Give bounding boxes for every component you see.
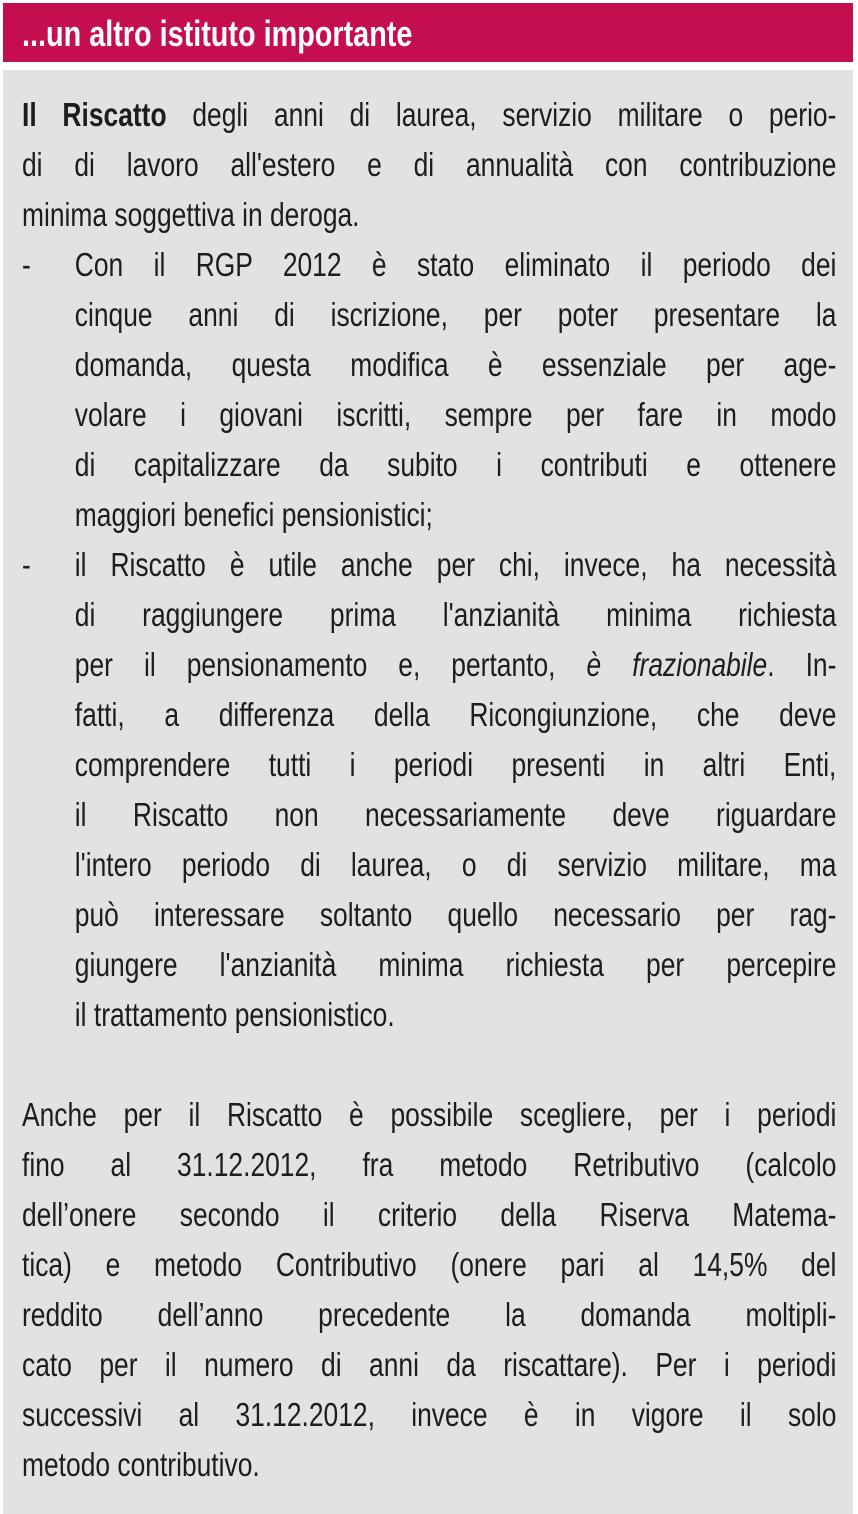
- text-line: di raggiungere prima l'anzianità minima richiesta: [74, 596, 837, 633]
- text-line: metodo contributivo.: [22, 1446, 260, 1483]
- bullet-dash: -: [22, 546, 31, 583]
- paragraph-spacer: [22, 1040, 836, 1090]
- text-segment: degli anni di laurea, servizio militare o perio-: [166, 96, 837, 133]
- text-line: cinque anni di iscrizione, per poter presentare la: [74, 296, 837, 333]
- body-panel: [3, 70, 853, 1514]
- text-segment: il Riscatto è utile anche per chi, invece, ha necessità: [74, 546, 837, 583]
- text-content: [22, 90, 836, 1490]
- header-title: ...un altro istituto importante: [22, 13, 413, 54]
- text-segment: per il pensionamento e, pertanto,: [74, 646, 587, 683]
- text-line: di capitalizzare da subito i contributi e ottenere: [74, 446, 837, 483]
- bullet-dash: -: [22, 246, 31, 283]
- text-line: [22, 640, 836, 690]
- bullet-item-first-line: [22, 540, 836, 590]
- text-line: può interessare soltanto quello necessario per rag-: [74, 896, 837, 933]
- italic-phrase: è frazionabile: [586, 646, 768, 683]
- text-line: il Riscatto non necessariamente deve riguardare: [74, 796, 837, 833]
- text-segment: . In-: [767, 646, 837, 683]
- text-line: successivi al 31.12.2012, invece è in vigore il solo: [22, 1396, 837, 1433]
- text-line: il trattamento pensionistico.: [74, 996, 395, 1033]
- text-line: l'intero periodo di laurea, o di servizio militare, ma: [74, 846, 837, 883]
- text-line: tica) e metodo Contributivo (onere pari al 14,5% del: [22, 1246, 837, 1283]
- header-bar: [3, 3, 853, 62]
- text-line: minima soggettiva in deroga.: [22, 196, 360, 233]
- text-line: dell’onere secondo il criterio della Riserva Matema-: [22, 1196, 837, 1233]
- bold-lead: Il Riscatto: [22, 96, 167, 133]
- text-line: comprendere tutti i periodi presenti in altri Enti,: [74, 746, 837, 783]
- text-line: reddito dell’anno precedente la domanda moltipli-: [22, 1296, 837, 1333]
- text-line: di di lavoro all'estero e di annualità con contribuzione: [22, 146, 837, 183]
- text-line: cato per il numero di anni da riscattare). Per i periodi: [22, 1346, 837, 1383]
- text-line: maggiori benefici pensionistici;: [74, 496, 433, 533]
- text-line: fino al 31.12.2012, fra metodo Retributivo (calcolo: [22, 1146, 837, 1183]
- text-segment: Con il RGP 2012 è stato eliminato il periodo dei: [74, 246, 837, 283]
- text-line: [22, 90, 836, 140]
- text-line: Anche per il Riscatto è possibile scegliere, per i periodi: [22, 1096, 837, 1133]
- text-line: volare i giovani iscritti, sempre per fare in modo: [74, 396, 837, 433]
- bullet-item-first-line: [22, 240, 836, 290]
- text-line: domanda, questa modifica è essenziale per age-: [74, 346, 837, 383]
- text-line: giungere l'anzianità minima richiesta per percepire: [74, 946, 837, 983]
- text-line: fatti, a differenza della Ricongiunzione, che deve: [74, 696, 837, 733]
